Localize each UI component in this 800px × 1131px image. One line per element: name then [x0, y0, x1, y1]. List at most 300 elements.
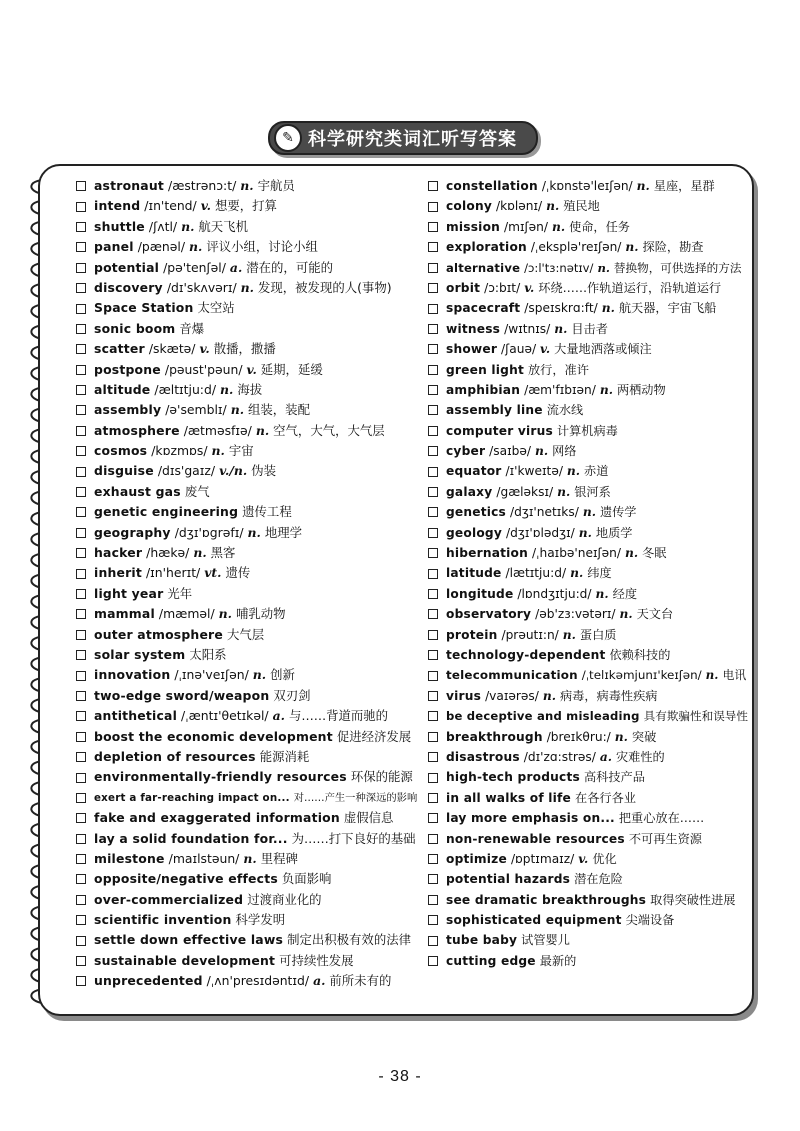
vocab-part-of-speech: n.	[599, 382, 613, 397]
checkbox-icon[interactable]	[428, 793, 438, 803]
vocab-translation: 遗传学	[599, 505, 637, 520]
checkbox-icon[interactable]	[76, 569, 86, 579]
vocab-part-of-speech: n.	[601, 301, 615, 316]
vocab-translation: 冬眠	[642, 546, 667, 561]
vocab-entry	[428, 767, 748, 787]
vocab-part-of-speech: a.	[599, 749, 612, 764]
checkbox-icon[interactable]	[76, 793, 86, 803]
vocab-translation: 突破	[631, 729, 657, 744]
checkbox-icon[interactable]	[76, 487, 86, 497]
vocab-translation: 最新的	[539, 953, 577, 968]
checkbox-icon[interactable]	[428, 732, 438, 742]
vocab-phonetic: /ɔ:l'tɜ:nətɪv/	[524, 260, 594, 275]
vocab-word: amphibian	[446, 382, 521, 397]
vocab-translation: 创新	[270, 667, 295, 683]
vocab-entry	[428, 808, 748, 828]
vocab-entry	[76, 849, 421, 869]
vocab-part-of-speech: n.	[614, 729, 628, 744]
vocab-phonetic: /ætməsfɪə/	[183, 422, 252, 438]
checkbox-icon[interactable]	[428, 283, 438, 293]
checkbox-icon[interactable]	[76, 283, 86, 293]
checkbox-icon[interactable]	[76, 304, 86, 314]
vocab-word: constellation	[446, 179, 538, 193]
vocab-word: lay a solid foundation for...	[94, 830, 288, 846]
vocab-entry	[428, 706, 748, 726]
vocab-word: cutting edge	[446, 953, 536, 968]
vocab-part-of-speech: n.	[240, 279, 254, 295]
vocab-phonetic: /ɪn'herɪt/	[145, 565, 201, 581]
vocab-entry	[428, 543, 748, 563]
vocab-word: telecommunication	[446, 668, 578, 683]
vocab-translation: 航天飞机	[198, 218, 248, 234]
vocab-word: environmentally-friendly resources	[94, 769, 347, 785]
vocab-entry	[76, 543, 421, 563]
vocab-entry	[76, 910, 421, 930]
checkbox-icon[interactable]	[76, 507, 86, 517]
vocab-entry	[76, 584, 421, 604]
vocab-word: exploration	[446, 240, 527, 255]
right-column	[428, 176, 748, 971]
checkbox-icon[interactable]	[428, 446, 438, 456]
vocab-phonetic: /saɪbə/	[489, 444, 531, 459]
checkbox-icon[interactable]	[76, 426, 86, 436]
vocab-entry	[76, 951, 421, 971]
checkbox-icon[interactable]	[76, 752, 86, 762]
vocab-entry	[428, 176, 748, 196]
vocab-translation: 海拔	[237, 381, 263, 397]
vocab-translation: 替换物，可供选择的方法	[613, 260, 742, 275]
checkbox-icon[interactable]	[76, 365, 86, 375]
vocab-entry	[428, 319, 748, 339]
checkbox-icon[interactable]	[428, 589, 438, 599]
vocab-word: boost the economic development	[94, 728, 333, 744]
checkbox-icon[interactable]	[76, 405, 86, 415]
vocab-translation: 赤道	[584, 464, 609, 479]
vocab-phonetic: /ɔ:bɪt/	[484, 280, 521, 295]
checkbox-icon[interactable]	[428, 202, 438, 212]
vocab-word: high-tech products	[446, 770, 580, 785]
vocab-word: Space Station	[94, 300, 194, 316]
vocab-translation: 宇宙	[228, 443, 254, 459]
vocab-translation: 银河系	[574, 484, 611, 499]
checkbox-icon[interactable]	[76, 344, 86, 354]
vocab-part-of-speech: n.	[582, 505, 596, 520]
vocab-translation: 双刃剑	[273, 687, 311, 703]
vocab-word: protein	[446, 627, 498, 642]
checkbox-icon[interactable]	[428, 181, 438, 191]
vocab-word: mission	[446, 219, 501, 234]
vocab-entry	[428, 502, 748, 522]
vocab-entry	[76, 298, 421, 318]
vocab-phonetic: /ʃʌtl/	[148, 218, 178, 234]
vocab-word: unprecedented	[94, 973, 203, 989]
checkbox-icon[interactable]	[76, 834, 86, 844]
vocab-entry	[428, 788, 748, 808]
vocab-phonetic: /kɒlənɪ/	[495, 199, 543, 214]
vocab-translation: 前所未有的	[329, 973, 392, 989]
vocab-translation: 潜在危险	[574, 872, 623, 887]
vocab-word: postpone	[94, 361, 161, 377]
vocab-phonetic: /ˌeksplə'reɪʃən/	[530, 240, 622, 255]
vocab-part-of-speech: n.	[619, 607, 633, 622]
checkbox-icon[interactable]	[76, 773, 86, 783]
vocab-translation: 环保的能源	[350, 769, 413, 785]
vocab-entry	[428, 421, 748, 441]
vocab-entry	[428, 584, 748, 604]
checkbox-icon[interactable]	[76, 548, 86, 558]
vocab-translation: 促进经济发展	[336, 728, 412, 744]
vocab-entry	[428, 258, 748, 278]
checkbox-icon[interactable]	[428, 671, 438, 681]
vocab-word: genetic engineering	[94, 504, 239, 520]
vocab-entry	[428, 686, 748, 706]
checkbox-icon[interactable]	[428, 936, 438, 946]
vocab-translation: 可持续性发展	[279, 952, 354, 968]
checkbox-icon[interactable]	[428, 304, 438, 314]
vocab-part-of-speech: v.	[578, 851, 589, 866]
vocab-translation: 空气，大气，大气层	[273, 422, 385, 438]
vocab-part-of-speech: vt.	[204, 565, 222, 581]
vocab-translation: 试管婴儿	[521, 933, 570, 948]
vocab-entry	[76, 400, 421, 420]
vocab-entry	[428, 849, 748, 869]
vocab-phonetic: /ˌʌn'presɪdəntɪd/	[206, 973, 310, 989]
vocab-part-of-speech: v./n.	[219, 463, 248, 479]
vocab-phonetic: /pænəl/	[137, 239, 186, 255]
checkbox-icon[interactable]	[428, 467, 438, 477]
vocab-phonetic: /hækə/	[146, 545, 190, 561]
vocab-translation: 遗传	[225, 565, 251, 581]
vocab-word: potential hazards	[446, 872, 571, 887]
vocab-entry	[76, 461, 421, 481]
vocab-translation: 发现，被发现的人(事物)	[258, 279, 392, 295]
vocab-part-of-speech: n.	[220, 381, 234, 397]
vocab-part-of-speech: n.	[243, 850, 257, 866]
vocab-translation: 音爆	[179, 320, 205, 336]
vocab-part-of-speech: n.	[570, 566, 584, 581]
vocab-phonetic: /ɪn'tend/	[144, 198, 197, 214]
vocab-word: two-edge sword/weapon	[94, 687, 270, 703]
checkbox-icon[interactable]	[76, 691, 86, 701]
vocab-translation: 经度	[612, 586, 638, 601]
checkbox-icon[interactable]	[428, 344, 438, 354]
vocab-word: longitude	[446, 586, 514, 601]
checkbox-icon[interactable]	[428, 711, 438, 721]
checkbox-icon[interactable]	[76, 976, 86, 986]
vocab-entry	[76, 645, 421, 665]
vocab-word: hacker	[94, 545, 143, 561]
vocab-translation: 评议小组，讨论小组	[206, 239, 318, 255]
checkbox-icon[interactable]	[76, 732, 86, 742]
vocab-part-of-speech: n.	[636, 179, 650, 193]
vocab-part-of-speech: v.	[246, 361, 257, 377]
vocab-phonetic: /vaɪərəs/	[485, 688, 539, 703]
vocab-word: sustainable development	[94, 952, 276, 968]
checkbox-icon[interactable]	[428, 956, 438, 966]
checkbox-icon[interactable]	[428, 895, 438, 905]
vocab-entry	[428, 400, 748, 420]
vocab-translation: 两栖动物	[616, 382, 666, 397]
vocab-translation: 计算机病毒	[556, 423, 618, 438]
vocab-part-of-speech: v.	[199, 341, 210, 357]
vocab-word: observatory	[446, 607, 532, 622]
vocab-word: sonic boom	[94, 320, 176, 336]
vocab-word: equator	[446, 464, 502, 479]
checkbox-icon[interactable]	[428, 834, 438, 844]
vocab-part-of-speech: n.	[551, 219, 566, 234]
vocab-phonetic: /ˌkɒnstə'leɪʃən/	[541, 179, 633, 193]
checkbox-icon[interactable]	[428, 752, 438, 762]
vocab-word: galaxy	[446, 484, 493, 499]
vocab-translation: 与……背道而驰的	[288, 708, 389, 724]
vocab-part-of-speech: n.	[705, 668, 719, 683]
vocab-entry	[76, 727, 421, 747]
vocab-part-of-speech: n.	[240, 178, 254, 193]
checkbox-icon[interactable]	[76, 324, 86, 334]
vocab-translation: 想要，打算	[215, 198, 277, 214]
checkbox-icon[interactable]	[76, 813, 86, 823]
vocab-translation: 电讯	[722, 668, 747, 683]
checkbox-icon[interactable]	[76, 263, 86, 273]
vocab-entry	[76, 217, 421, 237]
vocab-part-of-speech: n.	[218, 606, 232, 622]
checkbox-icon[interactable]	[76, 589, 86, 599]
checkbox-icon[interactable]	[76, 385, 86, 395]
vocab-entry	[76, 890, 421, 910]
vocab-word: in all walks of life	[446, 790, 572, 805]
vocab-phonetic: /æm'fɪbɪən/	[524, 382, 596, 397]
vocab-entry	[428, 665, 748, 685]
checkbox-icon[interactable]	[428, 813, 438, 823]
vocab-entry	[76, 747, 421, 767]
checkbox-icon[interactable]	[428, 263, 438, 273]
vocab-translation: 科学发明	[235, 912, 286, 928]
vocab-word: atmosphere	[94, 422, 180, 438]
vocab-part-of-speech: n.	[562, 627, 576, 642]
vocab-word: disastrous	[446, 749, 520, 764]
checkbox-icon[interactable]	[76, 711, 86, 721]
vocab-translation: 大量地洒落或倾注	[554, 342, 652, 357]
vocab-entry	[428, 461, 748, 481]
vocab-phonetic: /lætɪtju:d/	[505, 566, 567, 581]
vocab-phonetic: /wɪtnɪs/	[504, 321, 551, 336]
checkbox-icon[interactable]	[428, 874, 438, 884]
vocab-entry	[428, 523, 748, 543]
vocab-phonetic: /dɪs'gaɪz/	[157, 463, 216, 479]
checkbox-icon[interactable]	[428, 242, 438, 252]
vocab-phonetic: /mæməl/	[158, 606, 215, 622]
checkbox-icon[interactable]	[76, 630, 86, 640]
checkbox-icon[interactable]	[76, 915, 86, 925]
vocab-phonetic: /ə'semblɪ/	[165, 402, 227, 418]
vocab-entry	[76, 971, 421, 991]
checkbox-icon[interactable]	[76, 467, 86, 477]
vocab-phonetic: /dɪ'skʌvərɪ/	[166, 279, 237, 295]
vocab-phonetic: /prəutɪ:n/	[501, 627, 559, 642]
vocab-entry	[76, 706, 421, 726]
vocab-entry	[428, 747, 748, 767]
vocab-part-of-speech: n.	[193, 545, 207, 561]
vocab-word: opposite/negative effects	[94, 871, 278, 887]
vocab-word: disguise	[94, 463, 154, 479]
vocab-part-of-speech: n.	[230, 402, 245, 418]
vocab-entry	[76, 808, 421, 828]
checkbox-icon[interactable]	[76, 609, 86, 619]
vocab-translation: 探险，勘查	[642, 240, 704, 255]
vocab-translation: 优化	[592, 851, 617, 866]
vocab-translation: 能源消耗	[259, 748, 310, 764]
checkbox-icon[interactable]	[428, 365, 438, 375]
vocab-entry	[76, 625, 421, 645]
checkbox-icon[interactable]	[76, 895, 86, 905]
checkbox-icon[interactable]	[76, 874, 86, 884]
vocab-word: hibernation	[446, 546, 529, 561]
checkbox-icon[interactable]	[428, 405, 438, 415]
checkbox-icon[interactable]	[428, 569, 438, 579]
vocab-translation: 散播，撒播	[213, 341, 276, 357]
vocab-translation: 殖民地	[563, 199, 600, 214]
vocab-entry	[428, 604, 748, 624]
vocab-entry	[76, 482, 421, 502]
checkbox-icon[interactable]	[76, 671, 86, 681]
vocab-word: lay more emphasis on...	[446, 811, 615, 826]
vocab-translation: 星座，星群	[653, 179, 715, 193]
vocab-translation: 太空站	[197, 300, 235, 316]
vocab-word: tube baby	[446, 933, 518, 948]
vocab-phonetic: /əb'zɜ:vətərɪ/	[535, 607, 616, 622]
checkbox-icon[interactable]	[76, 242, 86, 252]
checkbox-icon[interactable]	[428, 630, 438, 640]
checkbox-icon[interactable]	[428, 548, 438, 558]
page-number: - 38 -	[378, 1068, 422, 1085]
vocab-word: potential	[94, 259, 160, 275]
vocab-word: intend	[94, 198, 141, 214]
checkbox-icon[interactable]	[428, 222, 438, 232]
vocab-translation: 取得突破性进展	[650, 892, 736, 907]
page-title: 科学研究类词汇听写答案	[308, 129, 517, 150]
checkbox-icon[interactable]	[428, 773, 438, 783]
vocab-translation: 航天器，宇宙飞船	[618, 301, 717, 316]
checkbox-icon[interactable]	[76, 202, 86, 212]
vocab-translation: 光年	[167, 585, 193, 601]
vocab-word: be deceptive and misleading	[446, 709, 640, 724]
vocab-phonetic: /dʒɪ'ɒlədʒɪ/	[505, 525, 575, 540]
vocab-word: innovation	[94, 667, 171, 683]
vocab-translation: 地理学	[264, 524, 302, 540]
vocab-entry	[76, 441, 421, 461]
checkbox-icon[interactable]	[428, 691, 438, 701]
vocab-phonetic: /ɪ'kweɪtə/	[505, 464, 563, 479]
checkbox-icon[interactable]	[428, 528, 438, 538]
checkbox-icon[interactable]	[76, 936, 86, 946]
vocab-entry	[76, 686, 421, 706]
vocab-word: exert a far-reaching impact on...	[94, 791, 290, 804]
vocab-word: non-renewable resources	[446, 831, 625, 846]
vocab-part-of-speech: n.	[189, 239, 203, 255]
vocab-phonetic: /ˌhaɪbə'neɪʃən/	[532, 546, 621, 561]
vocab-word: witness	[446, 321, 501, 336]
vocab-part-of-speech: n.	[247, 524, 261, 540]
vocab-word: cosmos	[94, 443, 148, 459]
vocab-word: breakthrough	[446, 729, 543, 744]
checkbox-icon[interactable]	[76, 956, 86, 966]
checkbox-icon[interactable]	[428, 487, 438, 497]
checkbox-icon[interactable]	[428, 609, 438, 619]
vocab-translation: 制定出积极有效的法律	[287, 932, 411, 948]
vocab-translation: 病毒，病毒性疾病	[559, 688, 658, 703]
vocab-phonetic: /ˌtelɪkəmjunɪ'keɪʃən/	[581, 668, 702, 683]
vocab-entry	[428, 910, 748, 930]
vocab-phonetic: /mɪʃən/	[504, 219, 548, 234]
vocab-word: optimize	[446, 851, 507, 866]
checkbox-icon[interactable]	[428, 324, 438, 334]
vocab-word: see dramatic breakthroughs	[446, 892, 647, 907]
title-banner	[268, 121, 538, 155]
vocab-word: scientific invention	[94, 912, 232, 928]
checkbox-icon[interactable]	[76, 854, 86, 864]
vocab-translation: 遗传工程	[242, 504, 292, 520]
checkbox-icon[interactable]	[428, 915, 438, 925]
vocab-word: discovery	[94, 279, 163, 295]
vocab-part-of-speech: v.	[200, 198, 211, 214]
vocab-translation: 太阳系	[189, 646, 227, 662]
vocab-entry	[76, 523, 421, 543]
vocab-word: shuttle	[94, 218, 145, 234]
vocab-translation: 使命，任务	[569, 219, 630, 234]
vocab-translation: 地质学	[595, 525, 633, 540]
vocab-translation: 灾难性的	[615, 749, 665, 764]
checkbox-icon[interactable]	[76, 650, 86, 660]
vocab-translation: 蛋白质	[579, 627, 617, 642]
checkbox-icon[interactable]	[76, 222, 86, 232]
vocab-entry	[76, 319, 421, 339]
checkbox-icon[interactable]	[76, 181, 86, 191]
checkbox-icon[interactable]	[428, 854, 438, 864]
vocab-entry	[76, 869, 421, 889]
vocab-entry	[76, 380, 421, 400]
checkbox-icon[interactable]	[76, 446, 86, 456]
vocab-entry	[428, 727, 748, 747]
vocab-translation: 具有欺骗性和误导性	[643, 709, 748, 724]
vocab-entry	[428, 278, 748, 298]
vocab-word: antithetical	[94, 708, 178, 724]
vocab-phonetic: /kɒzmɒs/	[151, 443, 208, 459]
vocab-entry	[76, 502, 421, 522]
vocab-translation: 流水线	[546, 403, 584, 418]
vocab-part-of-speech: n.	[625, 240, 639, 255]
checkbox-icon[interactable]	[428, 385, 438, 395]
checkbox-icon[interactable]	[76, 528, 86, 538]
vocab-word: fake and exaggerated information	[94, 810, 340, 826]
checkbox-icon[interactable]	[428, 507, 438, 517]
vocab-part-of-speech: a.	[313, 973, 326, 989]
vocab-entry	[428, 237, 748, 257]
vocab-phonetic: /gæləksɪ/	[496, 484, 554, 499]
vocab-entry	[428, 890, 748, 910]
vocab-entry	[76, 339, 421, 359]
vocab-translation: 尖端设备	[625, 913, 675, 928]
checkbox-icon[interactable]	[428, 426, 438, 436]
vocab-word: cyber	[446, 444, 486, 459]
checkbox-icon[interactable]	[428, 650, 438, 660]
vocab-translation: 过渡商业化的	[247, 891, 322, 907]
vocab-translation: 废气	[184, 483, 210, 499]
vocab-phonetic: /pə'tenʃəl/	[163, 259, 226, 275]
vocab-word: green light	[446, 362, 524, 377]
vocab-word: technology-dependent	[446, 647, 606, 662]
vocab-part-of-speech: a.	[229, 259, 243, 275]
vocab-entry	[428, 441, 748, 461]
